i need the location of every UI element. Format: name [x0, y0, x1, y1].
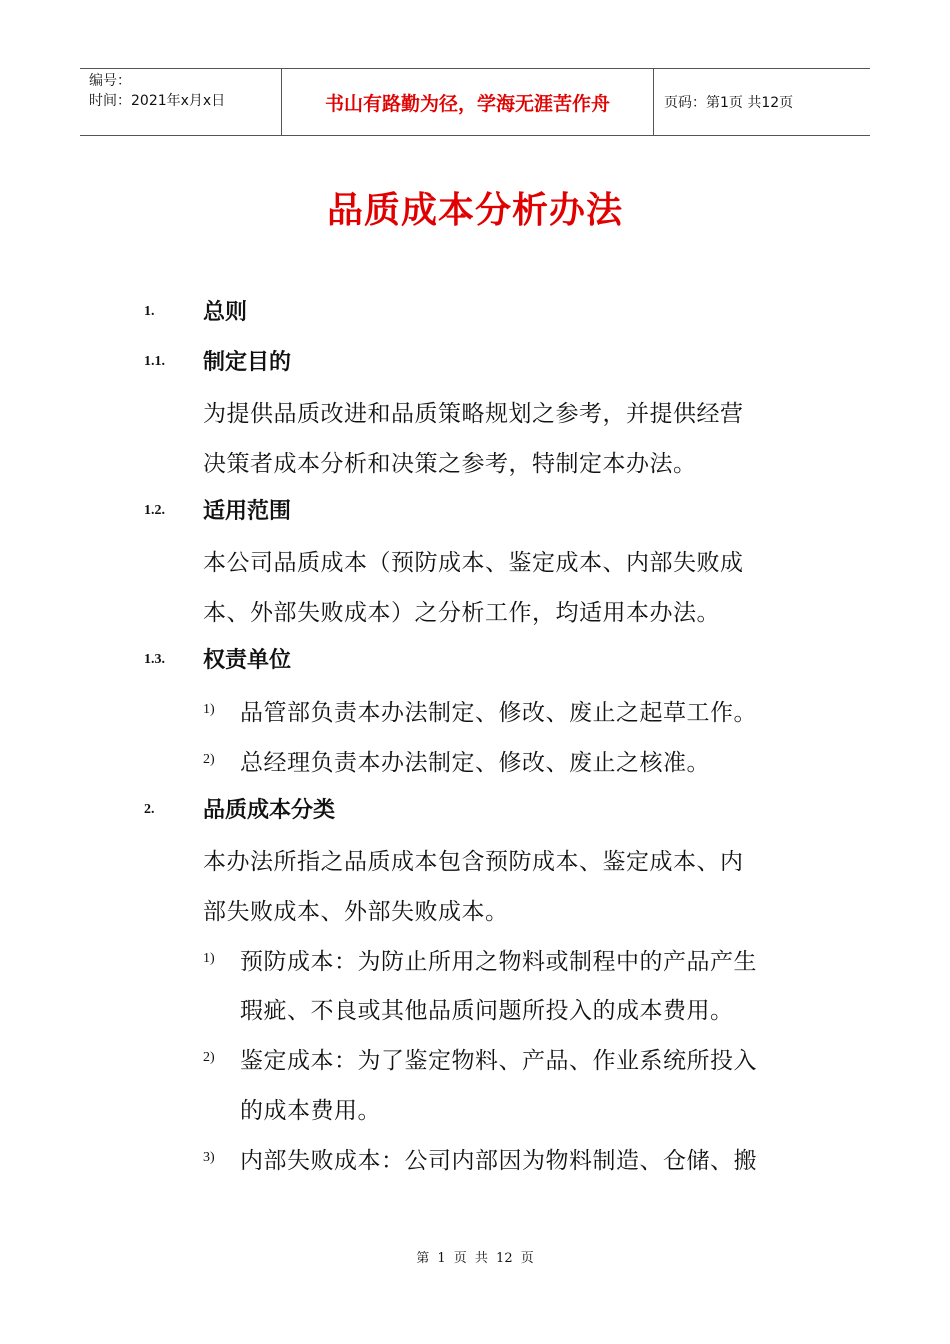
paragraph-line: [0, 540, 950, 580]
paragraph-text: 为提供品质改进和品质策略规划之参考，并提供经营: [203, 401, 744, 427]
paragraph-text: 部失败成本、外部失败成本。: [203, 899, 509, 925]
section-number: 1.: [144, 304, 155, 319]
list-item-continuation: [0, 988, 950, 1028]
list-item-number: 1): [203, 702, 215, 717]
paragraph-text: 本公司品质成本（预防成本、鉴定成本、内部失败成: [203, 550, 744, 576]
list-item-text: 鉴定成本：为了鉴定物料、产品、作业系统所投入: [240, 1048, 757, 1074]
header-meta-cell: [80, 69, 282, 135]
paragraph-line: [0, 391, 950, 431]
list-item-text: 预防成本：为防止所用之物料或制程中的产品产生: [240, 949, 757, 975]
header-table: [80, 68, 870, 136]
section-2-row: [0, 790, 950, 830]
document-title: 品质成本分析办法: [326, 190, 623, 231]
page-footer: 第 1 页 共 12 页: [416, 1251, 534, 1266]
section-number: 1.3.: [144, 652, 165, 667]
time-label: 时间：2021年x月x日: [89, 93, 226, 109]
section-heading: 权责单位: [203, 648, 292, 673]
list-item-text: 总经理负责本办法制定、修改、废止之核准。: [240, 750, 710, 776]
paragraph-text: 决策者成本分析和决策之参考，特制定本办法。: [203, 451, 697, 477]
section-heading: 制定目的: [203, 350, 292, 375]
list-item: [0, 1138, 950, 1178]
paragraph-line: [0, 839, 950, 879]
list-item-number: 3): [203, 1150, 215, 1165]
section-1-3-row: [0, 640, 950, 680]
paragraph-text: 本办法所指之品质成本包含预防成本、鉴定成本、内: [203, 849, 744, 875]
list-item-number: 2): [203, 1050, 215, 1065]
list-item-text: 内部失败成本：公司内部因为物料制造、仓储、搬: [240, 1148, 757, 1174]
list-item-number: 2): [203, 752, 215, 767]
number-label: 编号：: [89, 73, 131, 89]
section-1-1-row: [0, 342, 950, 382]
header-motto-cell: [282, 69, 654, 135]
list-item-continuation: [0, 1088, 950, 1128]
list-item-number: 1): [203, 951, 215, 966]
paragraph-line: [0, 441, 950, 481]
section-1-2-row: [0, 491, 950, 531]
page-info: 页码：第1页 共12页: [664, 95, 794, 111]
list-item: [0, 740, 950, 780]
section-heading: 适用范围: [203, 499, 292, 524]
paragraph-line: [0, 590, 950, 630]
header-page-cell: [654, 69, 870, 135]
section-number: 1.2.: [144, 503, 165, 518]
section-number: 2.: [144, 802, 155, 817]
motto-text: 书山有路勤为径，学海无涯苦作舟: [324, 92, 610, 115]
section-heading: 品质成本分类: [203, 798, 336, 823]
list-item-text: 品管部负责本办法制定、修改、废止之起草工作。: [240, 700, 757, 726]
list-item: [0, 939, 950, 979]
section-1-row: [0, 292, 950, 332]
list-item: [0, 1038, 950, 1078]
paragraph-line: [0, 889, 950, 929]
paragraph-text: 本、外部失败成本）之分析工作，均适用本办法。: [203, 600, 720, 626]
list-item-text: 的成本费用。: [240, 1098, 381, 1124]
list-item: [0, 690, 950, 730]
section-number: 1.1.: [144, 354, 165, 369]
list-item-text: 瑕疵、不良或其他品质问题所投入的成本费用。: [240, 998, 734, 1024]
section-heading: 总则: [203, 300, 248, 325]
